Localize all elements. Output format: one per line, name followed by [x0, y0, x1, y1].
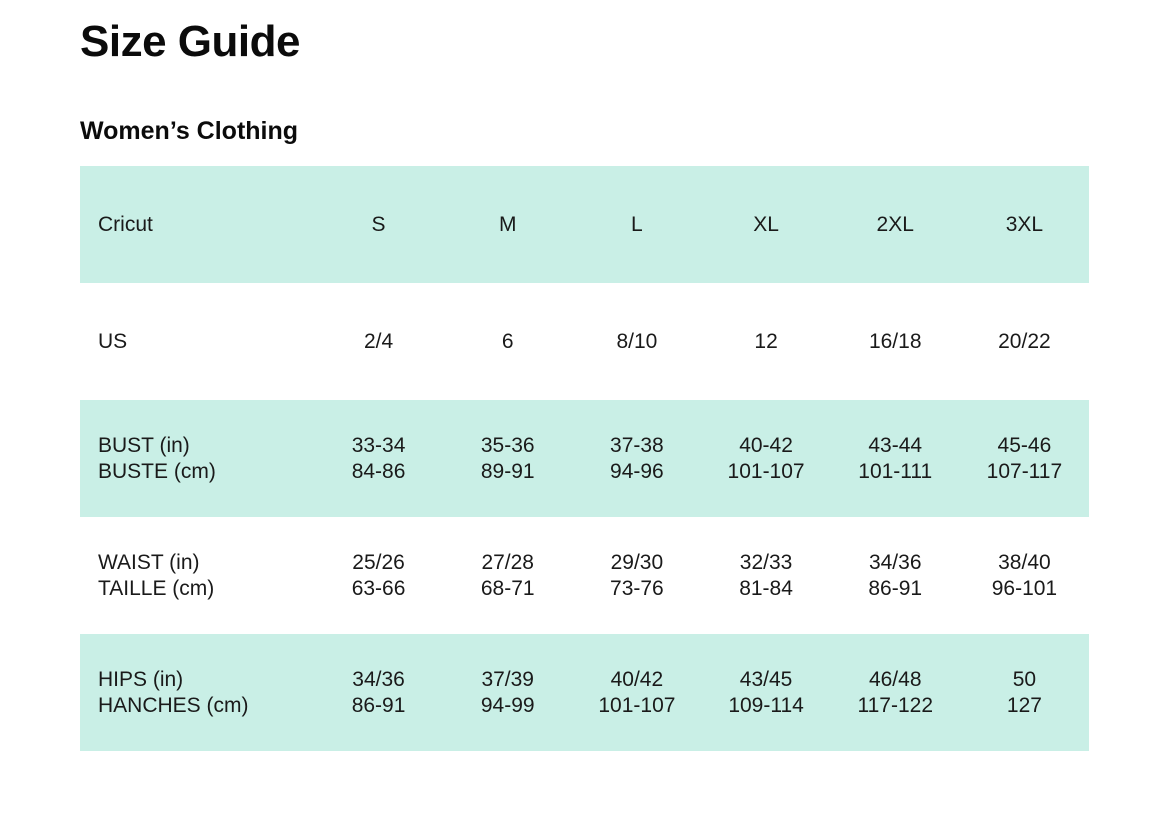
waist-cm-value: 96-101 [991, 576, 1058, 600]
hips-cell [831, 667, 960, 719]
waist-label-in: WAIST (in) [98, 550, 200, 574]
hips-cell [314, 667, 443, 719]
size-header-l: L [631, 212, 643, 236]
size-header-xl: XL [753, 212, 779, 236]
waist-cell [314, 550, 443, 602]
table-header-row [80, 166, 1089, 283]
hips-in-value: 43/45 [739, 667, 793, 691]
bust-cm-value: 101-107 [727, 459, 805, 483]
waist-in-value: 25/26 [352, 550, 405, 574]
bust-in-value: 40-42 [739, 433, 793, 457]
hips-cell [960, 667, 1089, 719]
bust-in-value: 33-34 [351, 433, 406, 457]
hips-cm-value: 117-122 [857, 693, 933, 717]
waist-cell [960, 550, 1089, 602]
waist-cm-value: 81-84 [739, 576, 793, 600]
waist-cm-value: 73-76 [610, 576, 664, 600]
hips-cell [701, 667, 830, 719]
hips-cm-value: 127 [1006, 693, 1042, 717]
bust-cell [831, 433, 960, 485]
table-row-waist [80, 517, 1089, 634]
bust-cm-value: 107-117 [986, 459, 1063, 483]
bust-cell [960, 433, 1089, 485]
waist-label-cm: TAILLE (cm) [98, 576, 215, 600]
hips-in-value: 40/42 [610, 667, 664, 691]
us-size-cell: 20/22 [998, 329, 1051, 353]
bust-in-value: 37-38 [610, 433, 664, 457]
hips-cell [443, 667, 572, 719]
waist-in-value: 38/40 [998, 550, 1051, 574]
bust-cm-value: 101-111 [858, 459, 933, 483]
bust-cell [701, 433, 830, 485]
waist-cm-value: 63-66 [351, 576, 406, 600]
hips-in-value: 37/39 [481, 667, 534, 691]
hips-cm-value: 94-99 [480, 693, 535, 717]
bust-label-cm: BUSTE (cm) [98, 459, 216, 483]
bust-in-value: 43-44 [868, 433, 923, 457]
hips-label-in: HIPS (in) [98, 667, 184, 691]
hips-label-cm: HANCHES (cm) [98, 693, 249, 717]
bust-cell [443, 433, 572, 485]
table-row-hips [80, 634, 1089, 751]
waist-in-value: 29/30 [610, 550, 664, 574]
waist-in-value: 27/28 [481, 550, 534, 574]
bust-cm-value: 89-91 [480, 459, 535, 483]
table-row-us [80, 283, 1089, 400]
row-label-bust [80, 433, 314, 485]
hips-cm-value: 86-91 [351, 693, 406, 717]
waist-in-value: 34/36 [868, 550, 922, 574]
hips-cell [572, 667, 701, 719]
row-label-brand: Cricut [98, 212, 153, 236]
hips-in-value: 34/36 [352, 667, 405, 691]
us-size-cell: 12 [754, 329, 778, 353]
table-row-bust [80, 400, 1089, 517]
row-label-waist [80, 550, 314, 602]
row-label-hips [80, 667, 314, 719]
waist-cell [831, 550, 960, 602]
size-header-2xl: 2XL [876, 212, 914, 236]
size-header-3xl: 3XL [1005, 212, 1044, 236]
size-table [80, 166, 1089, 751]
hips-cm-value: 109-114 [728, 693, 804, 717]
hips-cm-value: 101-107 [598, 693, 676, 717]
page-title: Size Guide [80, 17, 300, 66]
us-size-cell: 2/4 [363, 329, 394, 353]
us-size-cell: 6 [501, 329, 514, 353]
hips-in-value: 46/48 [868, 667, 922, 691]
bust-cm-value: 94-96 [610, 459, 664, 483]
waist-cell [443, 550, 572, 602]
bust-in-value: 35-36 [480, 433, 535, 457]
row-label-us: US [98, 329, 128, 353]
size-header-s: S [371, 212, 386, 236]
us-size-cell: 16/18 [868, 329, 922, 353]
us-size-cell: 8/10 [616, 329, 658, 353]
hips-in-value: 50 [1012, 667, 1037, 691]
bust-cell [314, 433, 443, 485]
waist-cell [572, 550, 701, 602]
waist-cm-value: 68-71 [480, 576, 535, 600]
bust-label-in: BUST (in) [98, 433, 190, 457]
bust-cell [572, 433, 701, 485]
size-header-m: M [498, 212, 517, 236]
waist-cm-value: 86-91 [868, 576, 923, 600]
bust-in-value: 45-46 [997, 433, 1052, 457]
bust-cm-value: 84-86 [351, 459, 406, 483]
waist-cell [701, 550, 830, 602]
waist-in-value: 32/33 [739, 550, 793, 574]
section-title: Women’s Clothing [80, 117, 299, 145]
